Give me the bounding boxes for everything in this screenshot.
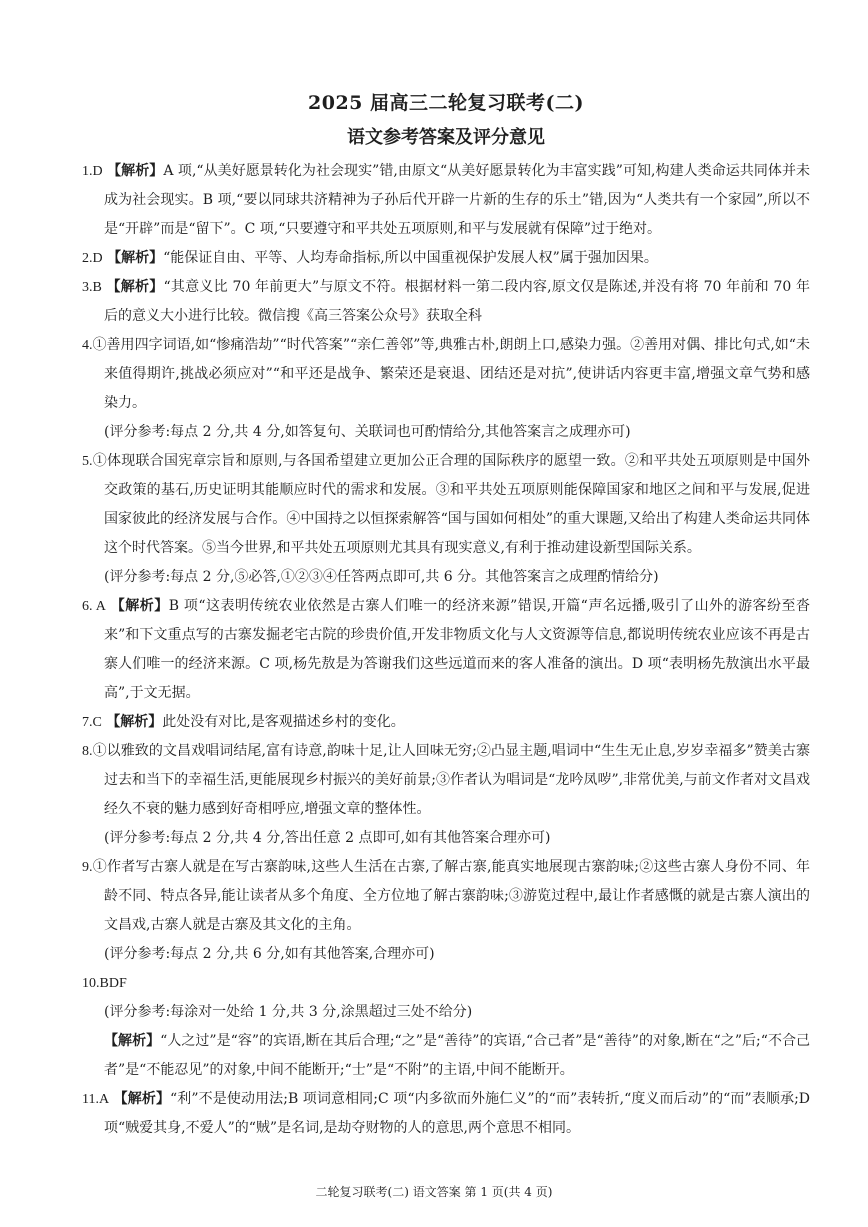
analysis-tag: 【解析】 (106, 714, 163, 730)
item-text: “其意义比 70 年前更大”与原文不符。根据材料一第二段内容,原文仅是陈述,并没有将 70 年前和 70 年后的意义大小进行比较。微信搜《高三答案公众号》获取全科 (104, 279, 811, 324)
answer-item-1 (82, 157, 810, 244)
page-footer: 二轮复习联考(二) 语文答案 第 1 页(共 4 页) (315, 1185, 553, 1199)
answer-item-4 (82, 331, 810, 418)
analysis-tag: 【解析】 (113, 1091, 171, 1107)
item-number: 4. (82, 338, 93, 353)
item-number: 8. (82, 744, 93, 759)
item-text: “人之过”是“容”的宾语,断在其后合理;“之”是“善待”的宾语,“合己者”是“善待”的对象,断在“之”后;“不合己者”是“不能忍见”的对象,中间不能断开;“士”是“不附”的主语,中间不能断开。 (104, 1033, 811, 1078)
answer-item-7 (82, 708, 810, 737)
answer-item-3 (82, 273, 810, 331)
answer-item-6 (82, 592, 810, 708)
item-number: 7.C (82, 715, 102, 730)
item-number: 3.B (82, 280, 102, 295)
item-number: 2.D (82, 251, 103, 266)
analysis-tag: 【解析】 (110, 598, 169, 614)
answer-item-10 (82, 969, 810, 998)
answer-item-9 (82, 853, 810, 940)
scoring-note-10: (评分参考:每涂对一处给 1 分,共 3 分,涂黑超过三处不给分) (104, 1004, 473, 1020)
analysis-tag: 【解析】 (107, 250, 164, 266)
item-number: 10.BDF (82, 976, 127, 991)
item-number: 11.A (82, 1092, 110, 1107)
answer-list (82, 157, 810, 1143)
analysis-tag: 【解析】 (106, 279, 164, 295)
item-text: 此处没有对比,是客观描述乡村的变化。 (162, 714, 405, 730)
answer-item-8 (82, 737, 810, 824)
answer-item-5 (82, 447, 810, 563)
analysis-10 (82, 1027, 810, 1085)
item-text: ①善用四字词语,如“惨痛浩劫”“时代答案”“亲仁善邻”等,典雅古朴,朗朗上口,感染力强。②善用对偶、排比句式,如“未来值得期许,挑战必须应对”“和平还是战争、繁荣还是衰退、团结还是对抗”,使讲话内容更丰富,增强文章气势和感染力。 (92, 337, 810, 411)
scoring-note-8: (评分参考:每点 2 分,共 4 分,答出任意 2 点即可,如有其他答案合理亦可) (104, 830, 551, 846)
answer-item-11 (82, 1085, 810, 1143)
item-number: 6. A (82, 599, 106, 614)
analysis-tag: 【解析】 (107, 163, 164, 179)
item-text: ①作者写古寨人就是在写古寨韵味,这些人生活在古寨,了解古寨,能真实地展现古寨韵味;②这些古寨人身份不同、年龄不同、特点各异,能让读者从多个角度、全方位地了解古寨韵味;③游览过程中,最让作者感慨的就是古寨人演出的文昌戏,古寨人就是古寨及其文化的主角。 (92, 859, 810, 933)
item-number: 5. (82, 454, 93, 469)
item-text: A 项,“从美好愿景转化为社会现实”错,由原文“从美好愿景转化为丰富实践”可知,构建人类命运共同体并未成为社会现实。B 项,“要以同球共济精神为子孙后代开辟一片新的生存的乐土”错,因为“人类共有一个家园”,所以不是“开辟”而是“留下”。C 项,“只要遵守和平共处五项原则,和平与发展就有保障”过于绝对。 (104, 163, 811, 237)
scoring-note-4: (评分参考:每点 2 分,共 4 分,如答复句、关联词也可酌情给分,其他答案言之成理亦可) (104, 424, 631, 440)
page-title: 2025 届高三二轮复习联考(二) (308, 92, 584, 114)
item-number: 9. (82, 860, 93, 875)
analysis-tag: 【解析】 (104, 1033, 161, 1049)
scoring-note-9: (评分参考:每点 2 分,共 6 分,如有其他答案,合理亦可) (104, 946, 435, 962)
item-text: “利”不是使动用法;B 项词意相同;C 项“内多欲而外施仁义”的“而”表转折,“度义而后动”的“而”表顺承;D 项“贼爱其身,不爱人”的“贼”是名词,是劫夺财物的人的意思,两个意思不相同。 (104, 1091, 811, 1136)
item-number: 1.D (82, 164, 103, 179)
item-text: ①体现联合国宪章宗旨和原则,与各国希望建立更加公正合理的国际秩序的愿望一致。②和平共处五项原则是中国外交政策的基石,历史证明其能顺应时代的需求和发展。③和平共处五项原则能保障国家和地区之间和平与发展,促进国家彼此的经济发展与合作。④中国持之以恒探索解答“国与国如何相处”的重大课题,又给出了构建人类命运共同体这个时代答案。⑤当今世界,和平共处五项原则尤其具有现实意义,有利于推动建设新型国际关系。 (92, 453, 810, 556)
page-subtitle: 语文参考答案及评分意见 (347, 127, 545, 148)
item-text: “能保证自由、平等、人均寿命指标,所以中国重视保护发展人权”属于强加因果。 (163, 250, 658, 266)
item-text: B 项“这表明传统农业依然是古寨人们唯一的经济来源”错误,开篇“声名远播,吸引了山外的游客纷至沓来”和下文重点写的古寨发掘老宅古院的珍贵价值,开发非物质文化与人文资源等信息,都说明传统农业应该不再是古寨人们唯一的经济来源。C 项,杨先敖是为答谢我们这些远道而来的客人准备的演出。D 项“表明杨先敖演出水平最高”,于文无据。 (104, 598, 811, 701)
answer-item-2 (82, 244, 810, 273)
scoring-note-5: (评分参考:每点 2 分,⑤必答,①②③④任答两点即可,共 6 分。其他答案言之成理酌情给分) (104, 569, 659, 585)
item-text: ①以雅致的文昌戏唱词结尾,富有诗意,韵味十足,让人回味无穷;②凸显主题,唱词中“生生无止息,岁岁幸福多”赞美古寨过去和当下的幸福生活,更能展现乡村振兴的美好前景;③作者认为唱词是“龙吟凤哕”,非常优美,与前文作者对文昌戏经久不衰的魅力感到好奇相呼应,增强文章的整体性。 (92, 743, 810, 817)
